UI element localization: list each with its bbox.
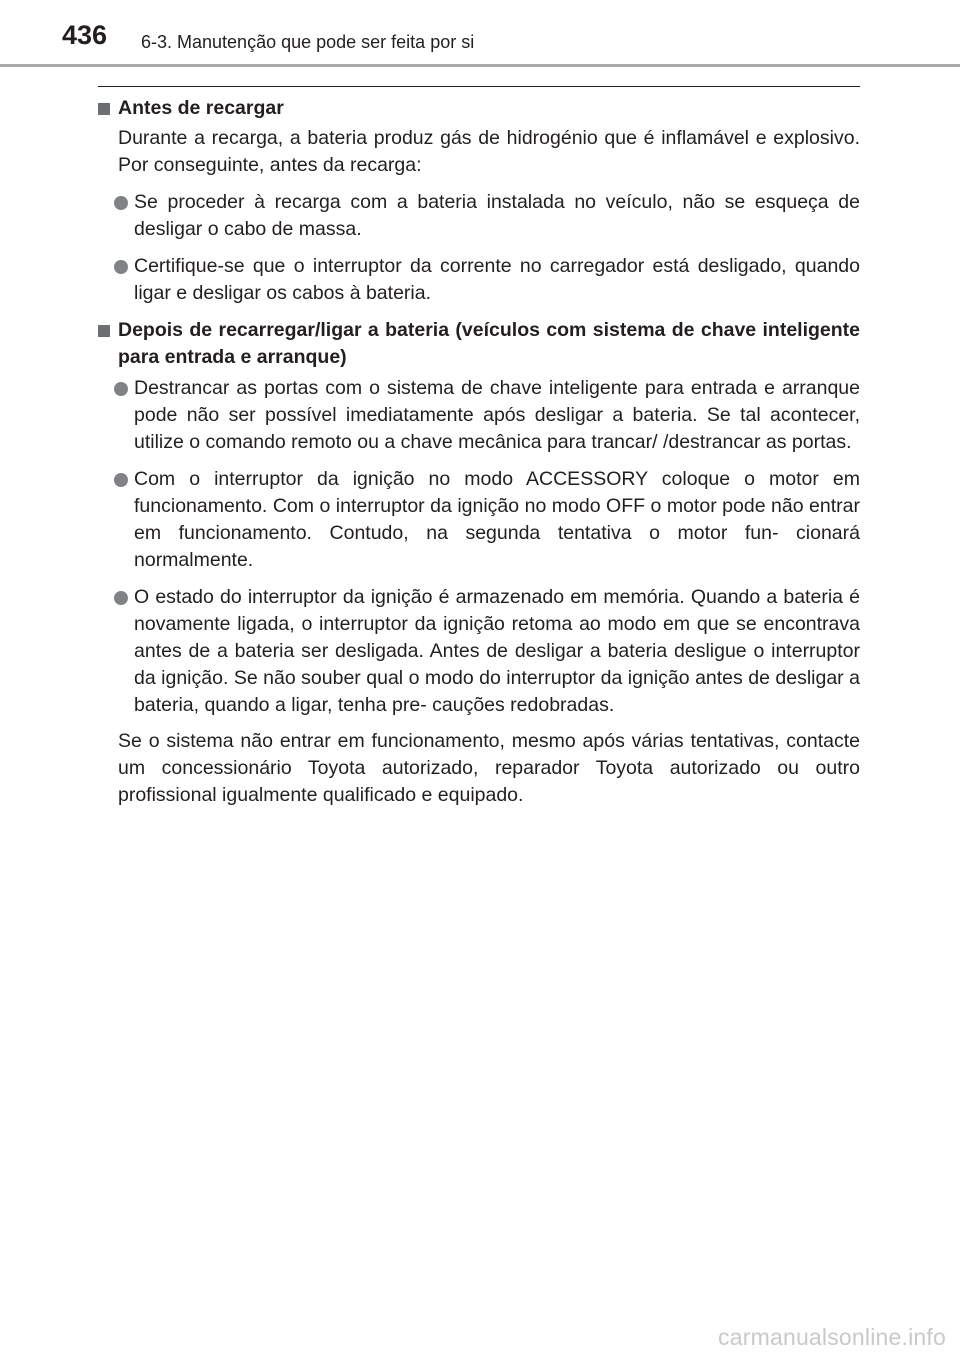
- square-bullet-icon: [98, 325, 110, 337]
- list-item-text: O estado do interruptor da ignição é armazenado em memória. Quando a bateria é novamente ligada, o interruptor da ignição retoma ao modo em que se encontrava antes de a bateria ser desligada. Antes de desligar a bateria desligue o interruptor da ignição. Se não souber qual o modo do interruptor da ignição antes de desligar a bateria, quando a ligar, tenha pre- cauções redobradas.: [134, 586, 860, 716]
- page-content: [98, 95, 860, 809]
- section-title: 6-3. Manutenção que pode ser feita por si: [141, 32, 475, 52]
- intro-paragraph: Durante a recarga, a bateria produz gás de hidrogénio que é inflamável e explosivo. Por conseguinte, antes da recarga:: [118, 127, 860, 176]
- round-bullet-icon: [114, 260, 128, 274]
- round-bullet-icon: [114, 382, 128, 396]
- square-bullet-icon: [98, 103, 110, 115]
- list-item: [98, 584, 860, 719]
- round-bullet-icon: [114, 196, 128, 210]
- section-heading-after-recharge: [98, 317, 860, 371]
- page-header: [0, 0, 960, 64]
- list-item: [98, 375, 860, 456]
- list-item-text: Destrancar as portas com o sistema de chave inteligente para entrada e arranque pode não ser possível imediatamente após desligar a bateria. Se tal acontecer, utilize o comando remoto ou a chave mecânica para trancar/ /destrancar as portas.: [134, 377, 860, 453]
- list-item-text: Se proceder à recarga com a bateria instalada no veículo, não se esqueça de desligar o cabo de massa.: [134, 191, 860, 240]
- heading-text: Depois de recarregar/ligar a bateria (veículos com sistema de chave inteligente para entrada e arranque): [118, 319, 860, 368]
- list-item: [98, 466, 860, 574]
- list-item-text: Com o interruptor da ignição no modo ACCESSORY coloque o motor em funcionamento. Com o interruptor da ignição no modo OFF o motor pode não entrar em funcionamento. Contudo, na segunda tentativa o motor fun- cionará normalmente.: [134, 468, 860, 571]
- header-divider: [0, 64, 960, 67]
- section-heading-before-recharge: [98, 95, 860, 122]
- round-bullet-icon: [114, 591, 128, 605]
- closing-paragraph: Se o sistema não entrar em funcionamento, mesmo após várias tentativas, contacte um concessionário Toyota autorizado, reparador Toyota autorizado ou outro profissional igualmente qualificado e equipado.: [118, 730, 860, 806]
- watermark: carmanualsonline.info: [718, 1324, 946, 1350]
- round-bullet-icon: [114, 473, 128, 487]
- list-item-text: Certifique-se que o interruptor da corrente no carregador está desligado, quando ligar e desligar os cabos à bateria.: [134, 255, 860, 304]
- heading-text: Antes de recargar: [118, 97, 284, 119]
- page-number: 436: [62, 20, 108, 50]
- content-top-divider: [98, 86, 860, 87]
- list-item: [98, 253, 860, 307]
- list-item: [98, 189, 860, 243]
